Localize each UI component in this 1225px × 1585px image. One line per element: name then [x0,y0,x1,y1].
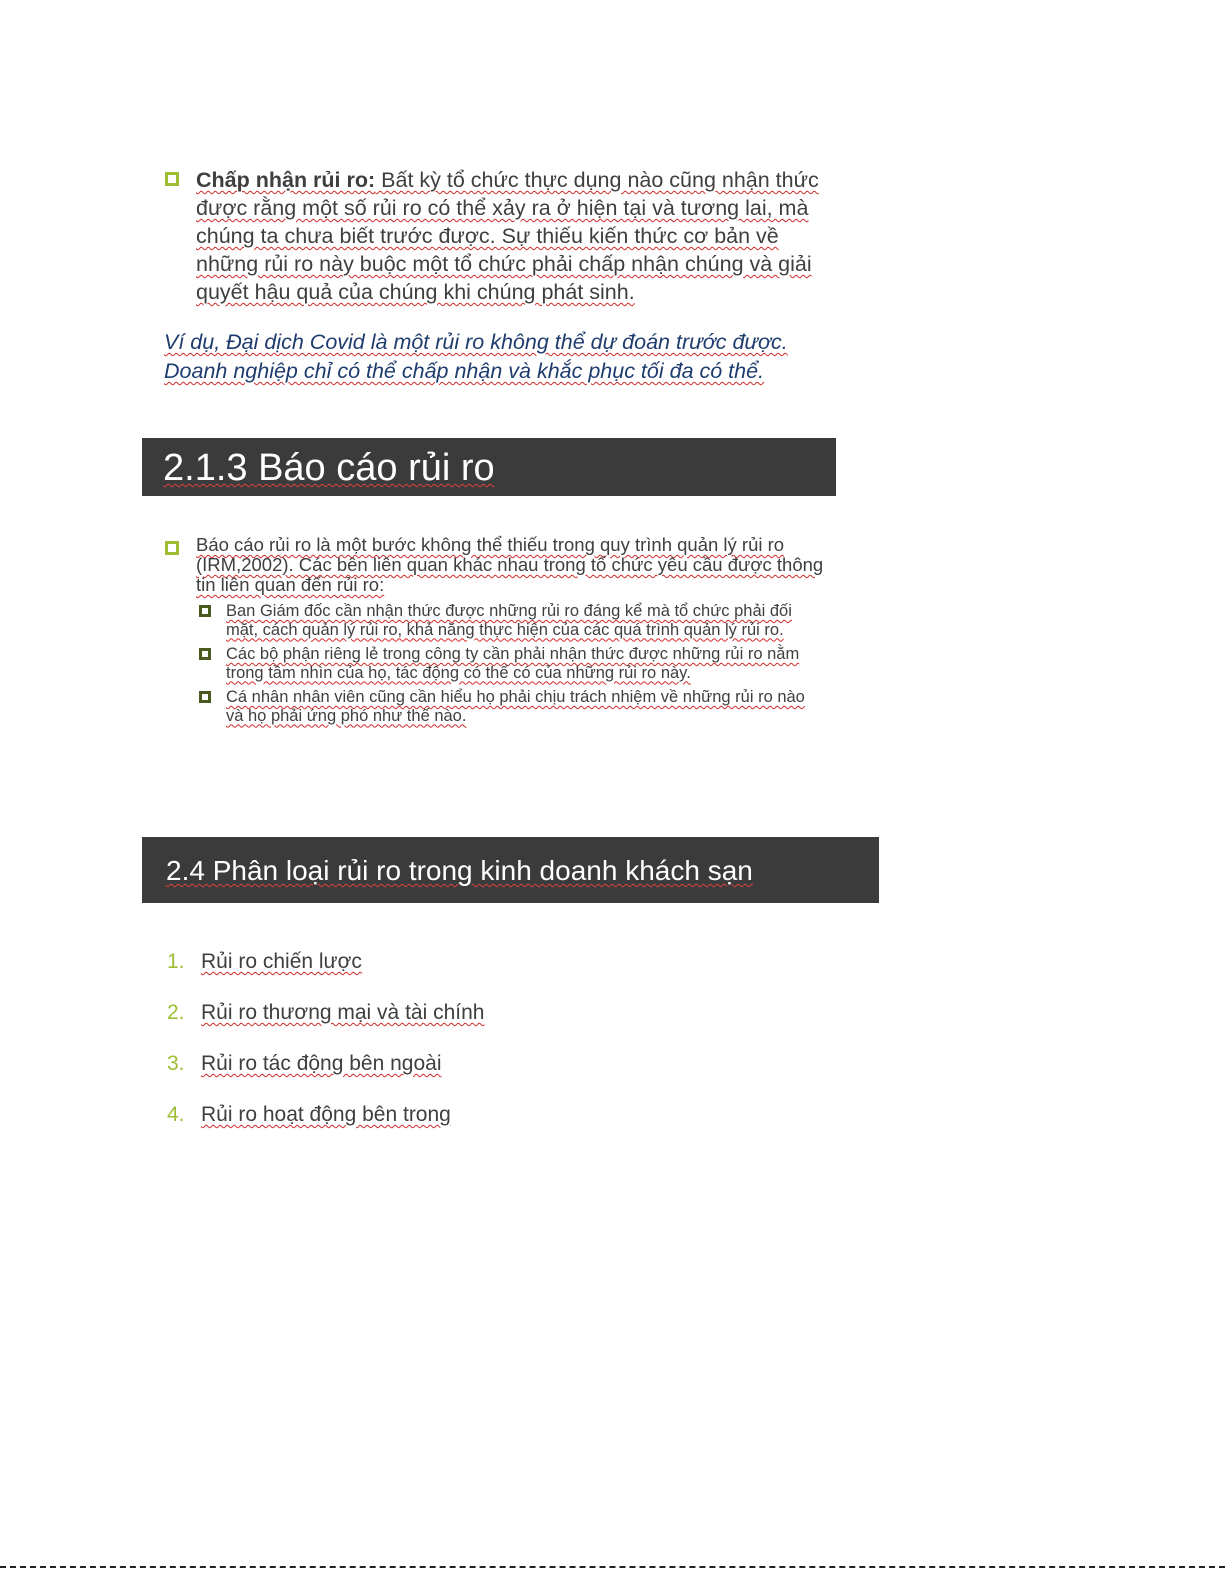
list-item [167,1101,767,1152]
section-213-title: 2.1.3 Báo cáo rủi ro [163,447,495,489]
list-item [167,999,767,1050]
square-bullet-icon [165,172,179,186]
covid-example: Ví dụ, Đại dịch Covid là một rủi ro không thể dự đoán trước được. Doanh nghiệp chỉ có thể chấp nhận và khắc phục tối đa có thể. [164,330,788,383]
acceptance-bullet [165,166,845,306]
acceptance-body: Bất kỳ tổ chức thực dụng nào cũng nhận thức được rằng một số rủi ro có thể xảy ra ở hiện tại và tương lai, mà chúng ta chưa biết trước được. Sự thiếu kiến thức cơ bản về những rủi ro này buộc một tổ chức phải chấp nhận chúng và giải quyết hậu quả của chúng khi chúng phát sinh. [196,168,819,304]
list-item [167,1050,767,1101]
risk-category-list [167,948,767,1152]
list-label: Rủi ro thương mại và tài chính [201,1001,485,1024]
square-bullet-icon [199,691,211,703]
sub-item-text: Ban Giám đốc cần nhận thức được những rủi ro đáng kể mà tổ chức phải đối mặt, cách quản lý rủi ro, khả năng thực hiện của các quá trình quản lý rủi ro. [226,602,792,639]
list-label: Rủi ro hoạt động bên trong [201,1103,451,1126]
list-number: 2. [167,1001,185,1024]
list-number: 3. [167,1052,185,1075]
sub-item-text: Các bộ phận riêng lẻ trong công ty cần phải nhận thức được những rủi ro nằm trong tầm nhìn của họ, tác động có thể có của những rủi ro này. [226,645,800,682]
acceptance-lead: Chấp nhận rủi ro: [196,168,376,192]
square-bullet-icon [165,541,179,555]
list-label: Rủi ro tác động bên ngoài [201,1052,442,1075]
list-item [199,602,819,639]
section-heading-bar [142,837,879,903]
list-number: 1. [167,950,185,973]
list-label: Rủi ro chiến lược [201,950,362,973]
list-item [199,645,819,682]
section-heading-bar [142,438,836,496]
list-number: 4. [167,1103,185,1126]
list-item [167,948,767,999]
section-24-title: 2.4 Phân loại rủi ro trong kinh doanh khách sạn [166,855,753,886]
square-bullet-icon [199,605,211,617]
acceptance-paragraph [196,166,845,306]
sub-item-text: Cá nhân nhân viên cũng cần hiểu họ phải chịu trách nhiệm về những rủi ro nào và họ phải ứng phó như thế nào. [226,688,805,725]
report-sub-list [199,602,819,731]
page-break-divider [0,1566,1225,1568]
square-bullet-icon [199,648,211,660]
list-item [199,688,819,725]
report-intro: Báo cáo rủi ro là một bước không thể thiếu trong quy trình quản lý rủi ro (IRM,2002). Các bên liên quan khác nhau trong tổ chức yêu cầu được thông tin liên quan đến rủi ro: [196,534,824,595]
report-bullet [165,535,845,595]
